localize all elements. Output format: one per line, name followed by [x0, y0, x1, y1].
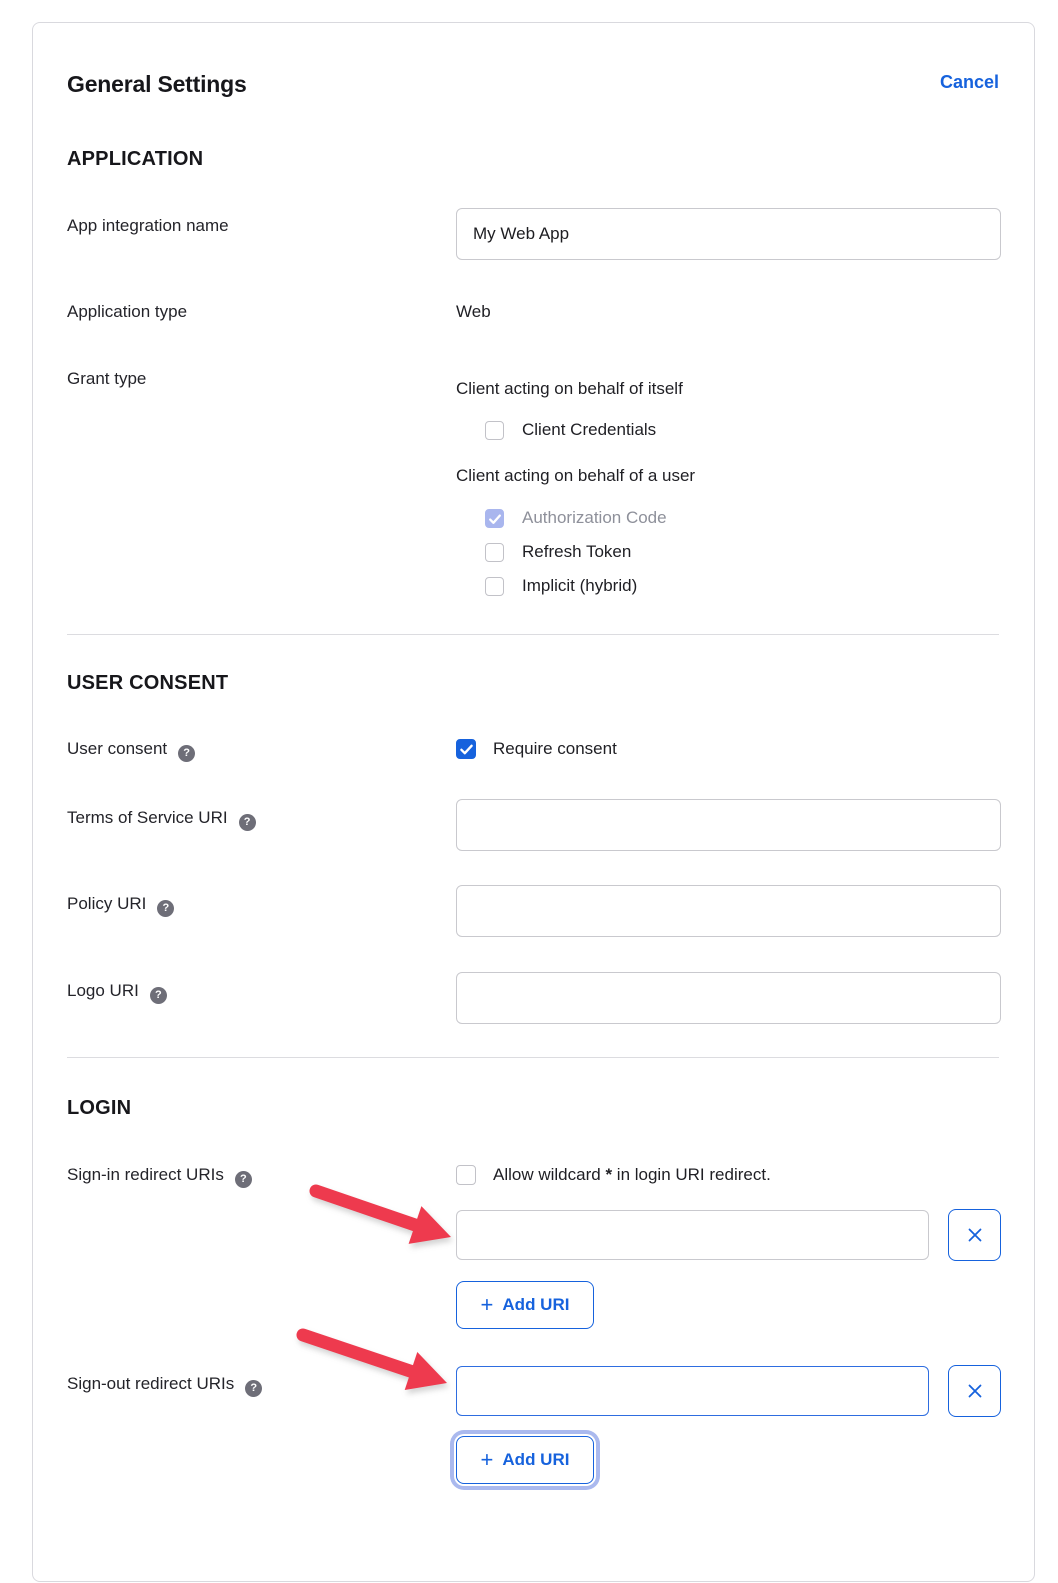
terms-of-service-label: Terms of Service URI	[67, 808, 228, 827]
user-consent-row	[67, 737, 999, 762]
remove-sign-in-uri-button[interactable]	[948, 1209, 1001, 1261]
authorization-code-option	[485, 506, 999, 530]
refresh-token-option	[485, 540, 999, 564]
page-title: General Settings	[67, 71, 247, 97]
section-title-application: APPLICATION	[67, 148, 204, 170]
client-credentials-label: Client Credentials	[522, 420, 657, 439]
policy-uri-input[interactable]	[456, 885, 1001, 937]
help-icon[interactable]: ?	[150, 987, 167, 1004]
add-uri-button-label: Add URI	[502, 1450, 570, 1469]
user-consent-label: User consent	[67, 739, 168, 758]
add-uri-button-label: Add URI	[502, 1295, 570, 1314]
sign-in-add-uri-row	[67, 1281, 999, 1329]
section-divider	[67, 634, 999, 635]
authorization-code-label: Authorization Code	[522, 508, 667, 527]
plus-icon: +	[480, 1292, 494, 1317]
terms-of-service-label-wrap	[67, 799, 456, 831]
sign-out-add-uri-row	[67, 1436, 999, 1484]
sign-out-uri-input[interactable]	[456, 1366, 929, 1416]
refresh-token-checkbox[interactable]	[485, 543, 504, 562]
application-type-row	[67, 300, 999, 324]
cancel-button[interactable]: Cancel	[939, 72, 999, 92]
application-type-value: Web	[456, 302, 491, 321]
grant-group-itself-heading: Client acting on behalf of itself	[456, 379, 683, 398]
authorization-code-checkbox	[485, 509, 504, 528]
add-sign-out-uri-button[interactable]	[456, 1436, 594, 1484]
remove-sign-out-uri-button[interactable]	[948, 1365, 1001, 1417]
client-credentials-option	[485, 418, 999, 442]
close-icon	[965, 1381, 985, 1401]
section-divider	[67, 1057, 999, 1058]
help-icon[interactable]: ?	[235, 1171, 252, 1188]
allow-wildcard-label: Allow wildcard * in login URI redirect.	[493, 1165, 771, 1184]
grant-type-label: Grant type	[67, 369, 147, 388]
require-consent-checkbox[interactable]	[456, 739, 476, 759]
card-header	[67, 69, 999, 99]
sign-in-redirect-label-wrap	[67, 1163, 456, 1188]
add-sign-in-uri-button[interactable]	[456, 1281, 594, 1329]
logo-uri-label-wrap	[67, 972, 456, 1004]
help-icon[interactable]: ?	[157, 900, 174, 917]
require-consent-label: Require consent	[493, 739, 617, 758]
logo-uri-label: Logo URI	[67, 981, 139, 1000]
user-consent-label-wrap	[67, 737, 456, 762]
help-icon[interactable]: ?	[239, 814, 256, 831]
sign-in-uri-input-row	[67, 1209, 999, 1261]
section-title-user-consent: USER CONSENT	[67, 672, 229, 694]
implicit-hybrid-label: Implicit (hybrid)	[522, 576, 638, 595]
grant-type-row	[67, 367, 999, 598]
allow-wildcard-checkbox[interactable]	[456, 1165, 476, 1185]
app-integration-name-label: App integration name	[67, 216, 229, 235]
help-icon[interactable]: ?	[178, 745, 195, 762]
logo-uri-row	[67, 972, 999, 1024]
policy-uri-label-wrap	[67, 885, 456, 917]
sign-out-redirect-label-wrap	[67, 1365, 456, 1397]
app-integration-name-row	[67, 208, 999, 260]
section-title-login: LOGIN	[67, 1097, 132, 1119]
close-icon	[965, 1225, 985, 1245]
grant-group-user-heading: Client acting on behalf of a user	[456, 466, 696, 485]
help-icon[interactable]: ?	[245, 1380, 262, 1397]
implicit-hybrid-checkbox[interactable]	[485, 577, 504, 596]
app-integration-name-input[interactable]	[456, 208, 1001, 260]
sign-in-redirect-row	[67, 1163, 999, 1188]
policy-uri-row	[67, 885, 999, 937]
general-settings-card	[32, 22, 1035, 1582]
allow-wildcard-option	[456, 1163, 999, 1187]
sign-out-redirect-label: Sign-out redirect URIs	[67, 1374, 235, 1393]
checkmark-icon	[487, 512, 503, 527]
plus-icon: +	[480, 1447, 494, 1472]
sign-in-redirect-label: Sign-in redirect URIs	[67, 1165, 224, 1184]
client-credentials-checkbox[interactable]	[485, 421, 504, 440]
logo-uri-input[interactable]	[456, 972, 1001, 1024]
implicit-hybrid-option	[485, 574, 999, 598]
wildcard-asterisk: *	[605, 1165, 613, 1184]
application-type-label: Application type	[67, 302, 188, 321]
checkmark-icon	[458, 742, 475, 757]
terms-of-service-input[interactable]	[456, 799, 1001, 851]
require-consent-option	[456, 737, 999, 761]
grant-type-options	[456, 367, 999, 598]
refresh-token-label: Refresh Token	[522, 542, 632, 561]
sign-out-redirect-row	[67, 1365, 999, 1417]
policy-uri-label: Policy URI	[67, 894, 147, 913]
sign-in-uri-input[interactable]	[456, 1210, 929, 1260]
terms-of-service-row	[67, 799, 999, 851]
